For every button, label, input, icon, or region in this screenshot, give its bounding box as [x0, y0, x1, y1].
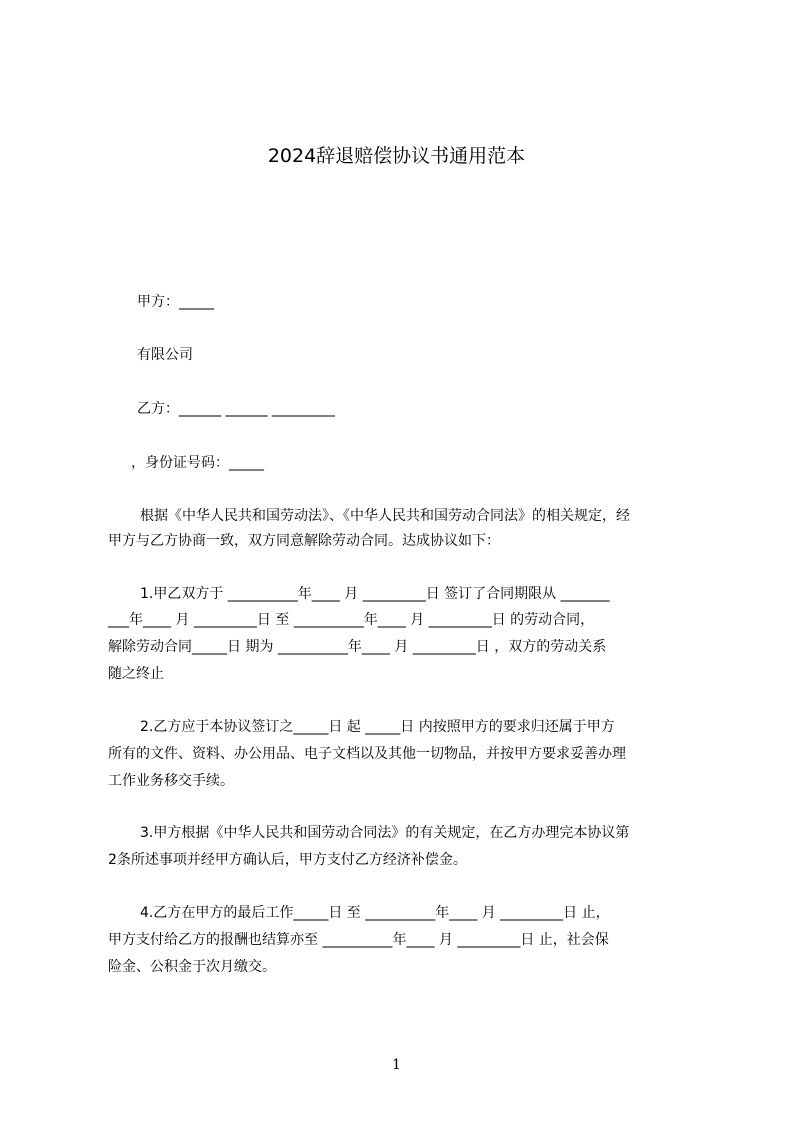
clause-2-line-1: 2.乙方应于本协议签订之_____日 起 _____日 内按照甲方的要求归还属于甲方 [140, 719, 615, 735]
clause-4-line-2: 甲方支付给乙方的报酬也结算亦至 __________年____ 月 _________日 止，社会保 [108, 932, 609, 948]
company-line: 有限公司 [137, 347, 193, 363]
clause-1-line-3: 解除劳动合同_____日 期为 __________年____ 月 _________日 ，双方的劳动关系 [108, 639, 607, 655]
clause-2-line-3: 工作业务移交手续。 [108, 773, 234, 789]
preamble-line-2: 甲方与乙方协商一致，双方同意解除劳动合同。达成协议如下： [108, 533, 500, 549]
clause-3-line-2: 2条所述事项并经甲方确认后，甲方支付乙方经济补偿金。 [108, 852, 467, 868]
document-title: 2024辞退赔偿协议书通用范本 [267, 145, 526, 167]
clause-4-line-1: 4.乙方在甲方的最后工作_____日 至 __________年____ 月 _________日 止， [140, 905, 610, 921]
clause-4-line-3: 险金、公积金于次月缴交。 [108, 959, 276, 975]
clause-1-line-1: 1.甲乙双方于 __________年____ 月 _________日 签订了合同期限从 _______ [140, 586, 610, 602]
clause-3-line-1: 3.甲方根据《中华人民共和国劳动合同法》的有关规定，在乙方办理完本协议第 [140, 825, 630, 841]
id-number-line: ，身份证号码：_____ [131, 455, 264, 471]
preamble-line-1: 根据《中华人民共和国劳动法》、《中华人民共和国劳动合同法》的相关规定，经 [140, 508, 630, 524]
clause-1-line-4: 随之终止 [108, 666, 164, 682]
clause-1-line-2: ___年____ 月 _________日 至 __________年____ 月 _________日 的劳动合同， [108, 612, 595, 628]
page-number: 1 [392, 1057, 401, 1073]
party-b-line: 乙方：______ ______ _________ [137, 401, 335, 417]
party-a-line: 甲方：_____ [137, 294, 214, 310]
clause-2-line-2: 所有的文件、资料、办公用品、电子文档以及其他一切物品，并按甲方要求妥善办理 [108, 746, 626, 762]
